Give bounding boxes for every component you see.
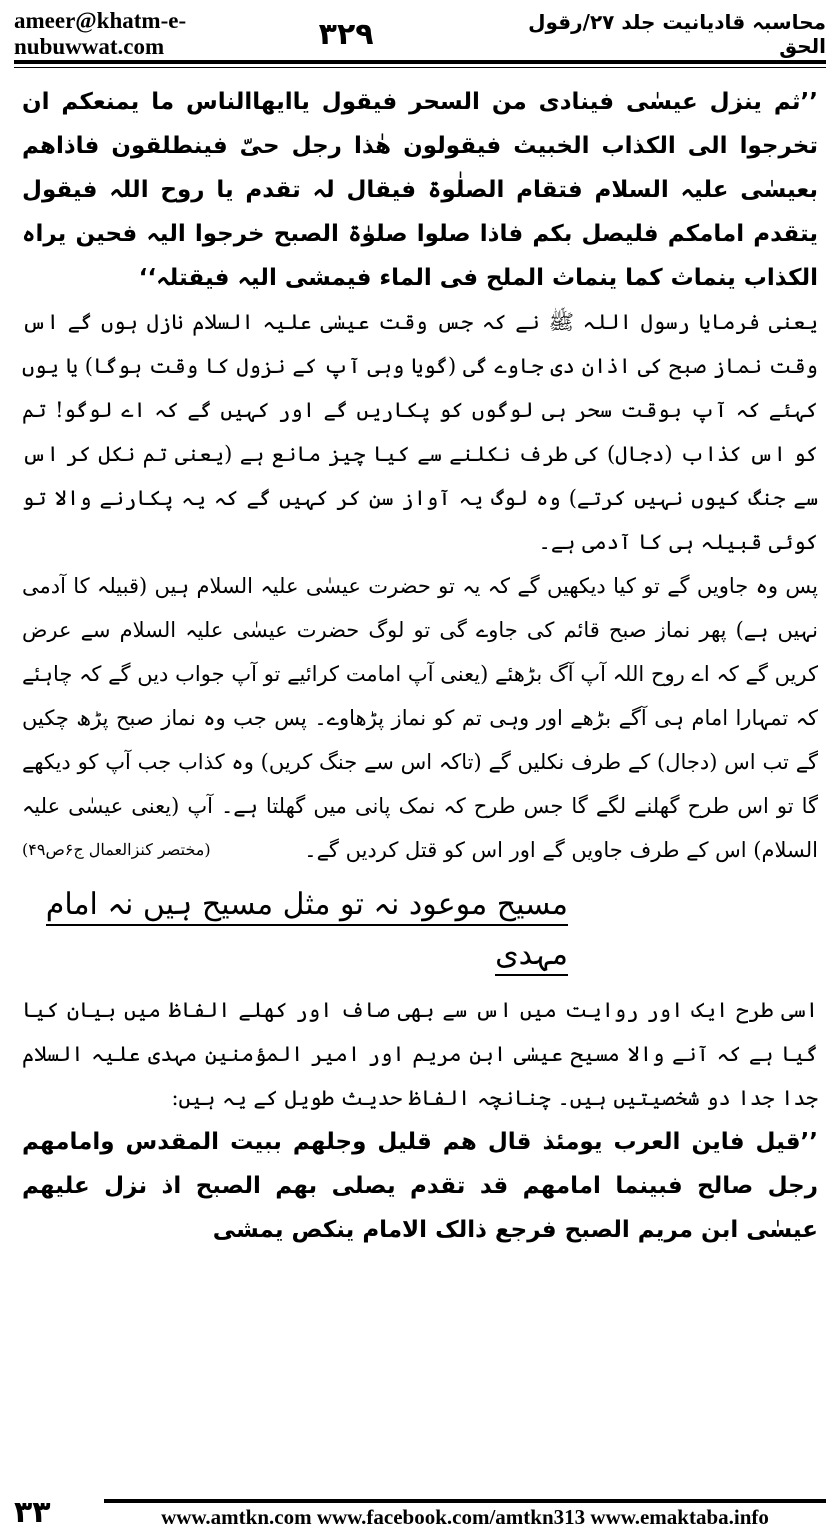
- page-header: [14, 8, 826, 59]
- header-rule-thin: [14, 67, 826, 68]
- page-footer: [14, 1490, 826, 1530]
- urdu-paragraph-3: اسی طرح ایک اور روایت میں اس سے بھی صاف اور کھلے الفاظ میں بیان کیا گیا ہے کہ آنے والا مسیح عیسٰی ابن مریم اور امیر المؤمنین مہدی علیہ السلام جدا جدا دو شخصیتیں ہیں۔ چنانچہ الفاظ حدیث طویل کے یہ ہیں:: [22, 998, 818, 1110]
- header-book-title: محاسبہ قادیانیت جلد ۲۷/رقول الحق: [528, 10, 826, 58]
- section-heading: [22, 880, 818, 980]
- urdu-paragraph-2: [22, 564, 818, 872]
- header-page-number: ۳۲۹: [318, 16, 374, 52]
- header-email[interactable]: ameer@khatm-e-nubuwwat.com: [14, 8, 187, 59]
- header-rule: [14, 60, 826, 64]
- urdu-paragraph-1: یعنی فرمایا رسول اللہ ﷺ نے کہ جس وقت عیسٰی علیہ السلام نازل ہوں گے اس وقت نماز صبح کی اذان دی جاوے گی (گویا وہی آپ کے نزول کا وقت ہوگا) یا یوں کہئے کہ آپ بوقت سحر ہی لوگوں کو پکاریں گے اور کہیں گے کہ اے لوگو! تم کو اس کذاب (دجال) کی طرف نکلنے سے کیا چیز مانع ہے (یعنی تم نکل کر اس سے جنگ کیوں نہیں کرتے) وہ لوگ یہ آواز سن کر کہیں گے کہ یہ پکارنے والا تو کوئی قبیلہ ہی کا آدمی ہے۔: [22, 310, 818, 554]
- arabic-quote-2: ’’قیل فاین العرب یومئذ قال ھم قلیل وجلھم ببیت المقدس وامامھم رجل صالح فبینما امامھم قد تقدم یصلی بھم الصبح اذ نزل علیھم عیسٰی ابن مریم الصبح فرجع ذالک الامام ینکص یمشی: [22, 1129, 818, 1243]
- reference-citation: (مختصر کنزالعمال ج۶ص۴۹): [22, 840, 211, 859]
- footer-links[interactable]: www.amtkn.com www.facebook.com/amtkn313 www.emaktaba.info: [104, 1499, 826, 1530]
- footer-page-number: ۳۳: [14, 1495, 51, 1530]
- page-body: [22, 80, 818, 1252]
- arabic-quote-1: ’’ثم ینزل عیسٰی فینادی من السحر فیقول یاایھاالناس ما یمنعکم ان تخرجوا الی الکذاب الخبیث فیقولون ھٰذا رجل حیّ فینطلقون فاذاھم بعیسٰی علیہ السلام فتقام الصلٰوۃ فیقال لہ تقدم یا روح اللہ فیقول یتقدم امامکم فلیصل بکم فاذا صلوا صلوٰۃ الصبح خرجوا الیہ فحین یراہ الکذاب ینماث کما ینماث الملح فی الماء فیمشی الیہ فیقتلہ‘‘: [22, 89, 818, 291]
- section-heading-text: مسیح موعود نہ تو مثل مسیح ہیں نہ امام مہدی: [46, 887, 568, 976]
- urdu-paragraph-2-text: پس وہ جاویں گے تو کیا دیکھیں گے کہ یہ تو حضرت عیسٰی علیہ السلام ہیں (قبیلہ کا آدمی نہیں ہے) پھر نماز صبح قائم کی جاوے گی تو لوگ حضرت عیسٰی علیہ السلام سے عرض کریں گے کہ اے روح اللہ آپ آگ بڑھئے (یعنی آپ امامت کرائیے تو آپ جواب دیں گے کہ چاہئے کہ تمہارا امام ہی آگے بڑھے اور وہی تم کو نماز پڑھاوے۔ پس جب وہ نماز صبح پڑھ چکیں گے تب اس (دجال) کے طرف نکلیں گے (تاکہ اس سے جنگ کریں) وہ کذاب جب آپ کو دیکھے گا تو اس طرح گھلنے لگے گا جس طرح کہ نمک پانی میں گھلتا ہے۔ آپ (یعنی عیسٰی علیہ السلام) اس کے طرف جاویں گے اور اس کو قتل کردیں گے۔: [22, 574, 818, 862]
